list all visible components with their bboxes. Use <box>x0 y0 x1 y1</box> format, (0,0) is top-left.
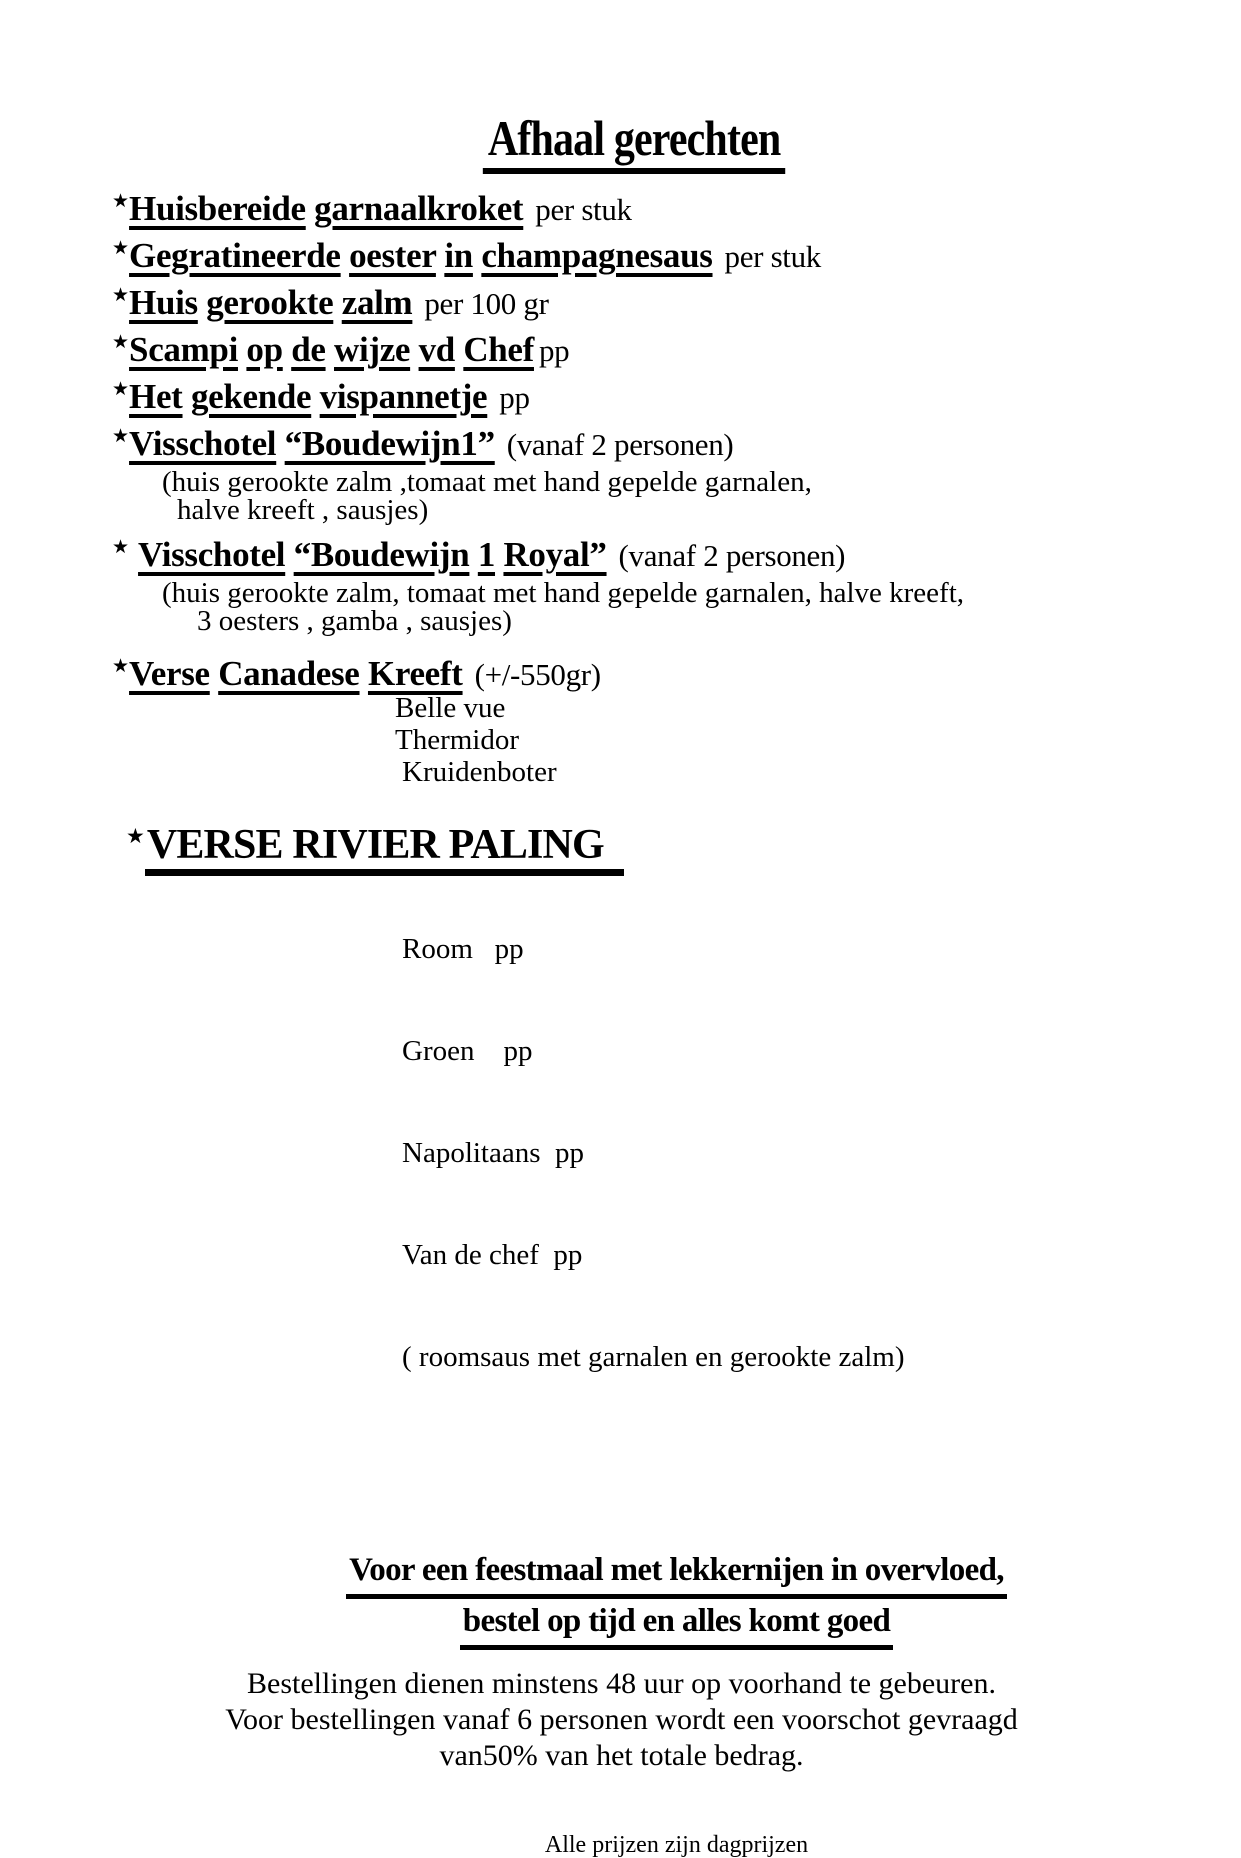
star-bullet-icon: ★ <box>112 191 130 212</box>
star-bullet-icon: ★ <box>112 537 130 558</box>
star-bullet-icon: ★ <box>126 824 145 848</box>
option-line: Belle vue <box>395 692 506 724</box>
menu-item <box>112 319 1241 369</box>
item-options <box>395 692 1241 788</box>
item-name: Visschotel “Boudewijn 1 Royal” <box>138 535 607 574</box>
footer-note-line: Bestellingen dienen minstens 48 uur op voorhand te gebeuren. <box>247 1667 996 1700</box>
item-name: Visschotel “Boudewijn1” <box>129 424 495 463</box>
item-description-line: 3 oesters , gamba , sausjes) <box>197 605 512 637</box>
item-name: Het gekende vispannetje <box>129 377 488 416</box>
item-name: Gegratineerde oester in champagnesaus <box>129 236 713 275</box>
item-description <box>112 579 1241 635</box>
item-name: Verse Canadese Kreeft <box>129 654 463 693</box>
star-bullet-icon: ★ <box>112 379 130 400</box>
item-suffix: per stuk <box>535 192 632 227</box>
star-bullet-icon: ★ <box>112 238 130 259</box>
footer-headline-row <box>112 1599 1241 1650</box>
star-bullet-icon: ★ <box>112 426 130 447</box>
item-name: VERSE RIVIER PALING <box>145 825 624 876</box>
menu-item-paling <box>112 812 1241 868</box>
title-row <box>112 110 1241 172</box>
footer-headline-line: Voor een feestmaal met lekkernijen in overvloed, <box>346 1548 1007 1599</box>
option-line: Van de chef pp <box>402 1239 583 1271</box>
menu-item <box>112 366 1241 416</box>
item-description-line: (huis gerookte zalm ,tomaat met hand gepelde garnalen, <box>162 466 812 498</box>
menu-item <box>112 272 1241 322</box>
item-suffix: pp <box>499 380 530 415</box>
paling-options <box>402 864 1241 1442</box>
footer-note-line: Voor bestellingen vanaf 6 personen wordt een voorschot gevraagd <box>225 1703 1018 1736</box>
star-bullet-icon: ★ <box>112 656 130 677</box>
item-description-line: halve kreeft , sausjes) <box>177 494 429 526</box>
option-line: Groen pp <box>402 1035 533 1067</box>
item-name: Huisbereide garnaalkroket <box>129 189 524 228</box>
footer-headline <box>112 1548 1241 1650</box>
footer-note-line: van50% van het totale bedrag. <box>439 1739 804 1772</box>
item-suffix: pp <box>538 333 570 368</box>
menu-item <box>112 413 1241 463</box>
item-suffix: per stuk <box>724 239 821 274</box>
footer-notes <box>57 1666 1186 1774</box>
option-line: Napolitaans pp <box>402 1137 585 1169</box>
menu-item <box>112 178 1241 228</box>
menu-item <box>112 524 1241 574</box>
option-line: Room pp <box>402 933 524 965</box>
option-line: Thermidor <box>395 724 520 756</box>
item-suffix: (vanaf 2 personen) <box>618 538 846 573</box>
item-suffix: (+/-550gr) <box>474 657 601 692</box>
item-name: Scampi op de wijze vd Chef <box>129 330 534 369</box>
item-suffix: (vanaf 2 personen) <box>506 427 734 462</box>
menu <box>112 178 1241 1442</box>
item-description-line: (huis gerookte zalm, tomaat met hand gepelde garnalen, halve kreeft, <box>162 577 965 609</box>
item-suffix: per 100 gr <box>424 286 549 321</box>
star-bullet-icon: ★ <box>112 285 130 306</box>
menu-item <box>112 643 1241 693</box>
page-title: Afhaal gerechten <box>483 110 786 174</box>
option-line: Kruidenboter <box>402 756 557 788</box>
item-description <box>112 468 1241 524</box>
menu-item <box>112 225 1241 275</box>
option-line: ( roomsaus met garnalen en gerookte zalm) <box>402 1341 905 1373</box>
footer-headline-row <box>112 1548 1241 1599</box>
item-name: Huis gerookte zalm <box>129 283 413 322</box>
footer-headline-line: bestel op tijd en alles komt goed <box>460 1599 893 1650</box>
star-bullet-icon: ★ <box>112 332 130 353</box>
price-disclaimer: Alle prijzen zijn dagprijzen <box>544 1832 809 1858</box>
